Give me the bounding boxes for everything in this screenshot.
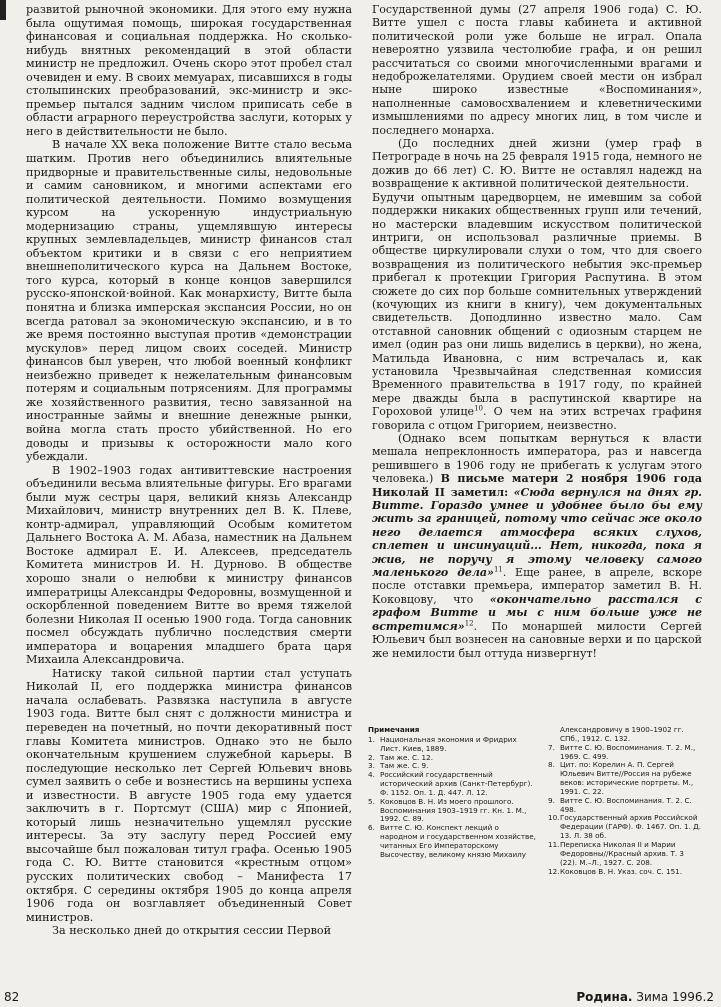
paragraph-text: Будучи опытным царедворцем, не имевшим за собой поддержки никаких общественных групп или течений, но мастерски владевшим искусством политической интриги, он использовал различные приемы. В обществе циркулировали слухи о том, что для своего возвращения из политического небытия экс-премьер прибегал к протекции Григория Распутина. В этом сюжете до сих пор больше сомнительных утверждений (кочующих из книги в книгу), чем документальных свидетельств. Доподлинно известно мало. Сам отставной сановник общений с одиозным старцем не имел (один раз они лишь виделись в церкви), но жена, Матильда Ивановна, с ним встречалась и, как установила Чрезвычайная следственная комиссия Временного правительства в 1917 году, по крайней мере дважды была в распутинской квартире на Гороховой улице: [372, 190, 702, 419]
paragraph: Натиску такой сильной партии стал уступать Николай II, его поддержка министра финансов начала ослабевать. Развязка наступила в августе 1903 года. Витте был снят с должности министра и переведен на почетный, но почти декоративный пост главы Комитета министров. Однако это не было окончательным крушением служебной карьеры. В последующие несколько лет Сергей Юльевич вновь сумел заявить о себе и вознестись на вершины успеха и известности. В августе 1905 года ему удается заключить в г. Портсмут (США) мир с Японией, который лишь незначительно ущемлял русские интересы. За эту заслугу перед Россией ему высочайше был пожалован титул графа. Осенью 1905 года С. Ю. Витте становится «крестным отцом» русских политических свобод – Манифеста 17 октября. С середины октября 1905 до конца апреля 1906 года он возглавляет объединенный Совет министров.: [26, 666, 352, 924]
endnotes-column-b: [548, 726, 702, 876]
paragraph-text: (Однако всем попыткам вернуться к власти мешала непреклонность императора, раз и навсегда решившего в 1906 году не прибегать к услугам этого человека.): [372, 432, 702, 486]
issue-label: Зима 1996.2: [632, 990, 714, 1004]
endnote-text: Коковцов В. Н. Указ. соч. С. 151.: [560, 866, 683, 876]
endnote-number: 3.: [368, 761, 375, 771]
journal-issue: [576, 990, 714, 1004]
bold-text: В письме матери 2 ноября 1906 года Николай II заметил:: [372, 472, 702, 499]
endnote: [368, 798, 538, 825]
footnote-ref: 12: [464, 619, 474, 628]
endnote: [548, 814, 702, 841]
endnote: [548, 744, 702, 762]
endnote-text: Александровичу в 1900–1902 гг. СПб., 1912. С. 132.: [560, 725, 684, 743]
footnote-ref: 10: [474, 404, 483, 413]
paragraph-text: . По монаршей милости Сергей Юльевич был вознесен на сановные верхи и по царской же немилости был оттуда низвергнут!: [372, 619, 702, 660]
endnote-text: Витте С. Ю. Воспоминания. Т. 2. М., 1969. С. 499.: [560, 742, 696, 761]
journal-name: Родина.: [576, 990, 633, 1004]
endnote-text: Цит. по: Корелин А. П. Сергей Юльевич Витте//Россия на рубеже веков: исторические портреты. М., 1991. С. 22.: [560, 760, 694, 796]
paragraph-text: . Еще ранее, в апреле, вскоре после отставки премьера, император заметил В. Н. Коковцову, что: [372, 566, 702, 606]
paragraph: В 1902–1903 годах антивиттевские настроения объединили весьма влиятельные фигуры. Его врагами были муж сестры царя, великий князь Александр Михайлович, министр внутренних дел В. К. Плеве, контр-адмирал, управляющий Особым комитетом Дальнего Востока А. М. Абаза, наместник на Дальнем Востоке адмирал Е. И. Алексеев, председатель Комитета министров И. Н. Дурново. В обществе хорошо знали о нелюбви к министру финансов императрицы Александры Федоровны, возмущенной и оскорбленной поведением Витте во время тяжелой болезни Николая II осенью 1900 года. Тогда сановник посмел обсуждать публично последствия смерти императора и воцарения младшего брата царя Михаила Александровича.: [26, 463, 352, 667]
paragraph: [372, 432, 702, 660]
endnote-text: Национальная экономия и Фридрих Лист. Киев, 1889.: [380, 734, 517, 753]
endnote-number: [548, 726, 560, 744]
endnote-number: 9.: [548, 795, 555, 805]
endnote: [368, 771, 538, 798]
endnote-number: 2.: [368, 752, 375, 762]
endnote: [548, 841, 702, 868]
page-footer: [0, 990, 721, 1007]
endnote-text: Коковцов В. Н. Из моего прошлого. Воспоминания 1903–1919 гг. Кн. 1. М., 1992. С. 89.: [380, 796, 527, 824]
endnote-number: 1.: [368, 734, 375, 744]
endnote-number: 5.: [368, 796, 375, 806]
left-text-column: [26, 3, 352, 938]
paragraph-text: . О чем на этих встречах графиня говорила с отцом Григорием, неизвестно.: [372, 405, 703, 432]
endnote-text: Государственный архив Российской Федерации (ГАРФ). Ф. 1467. Оп. 1. Д. 13. Л. 38 об.: [560, 813, 702, 841]
right-text-column: [372, 3, 702, 660]
paragraph: (До последних дней жизни (умер граф в Петрограде в ночь на 25 февраля 1915 года, немного не дожив до 66 лет) С. Ю. Витте не оставлял надежд на возвращение к активной политической деятельности.: [372, 137, 702, 191]
endnote-text: Переписка Николая II и Марии Федоровны//Красный архив. Т. 3 (22). М.–Л., 1927. С. 208.: [560, 839, 684, 867]
endnote-number: 7.: [548, 742, 555, 752]
endnote-text: Там же. С. 9.: [380, 761, 429, 771]
paragraph: В начале XX века положение Витте стало весьма шатким. Против него объединились влиятельные придворные и правительственные силы, недовольные и самим сановником, и многими аспектами его политической деятельности. Помимо возмущения курсом на ускоренную индустриальную модернизацию страны, ущемлявшую интересы крупных землевладельцев, министр финансов стал объектом критики и в связи с его неприятием внешнеполитического курса на Дальнем Востоке, того курса, который в конце концов завершился русско-японской·войной. Как монархисту, Витте была понятна и близка имперская экспансия России, но он всегда ратовал за экономическую экспансию, и в то же время постоянно выступая против «демонстрации мускулов» перед лицом своих соседей. Министр финансов был уверен, что любой военный конфликт неизбежно приведет к нежелательным финансовым потерям и социальным потрясениям. Для программы же хозяйственного развития, тесно завязанной на иностранные займы и внешние денежные рынки, война могла стать просто убийственной. Но его доводы и призывы к осторожности мало кого убеждали.: [26, 138, 352, 464]
page-number: 82: [4, 990, 20, 1004]
paragraph: [372, 191, 702, 432]
endnote: [548, 726, 702, 744]
endnote: [548, 868, 702, 877]
quote-text: «Сюда вернулся на днях гр. Витте. Гораздо умнее и удобнее было бы ему жить за границей, потому что сейчас же около него делается атмосфера всяких слухов, сплетен и инсинуаций... Нет, никогда, пока я жив, не поручу я этому человеку самого маленького дела»: [372, 485, 702, 580]
paragraph: За несколько дней до открытия сессии Первой: [52, 924, 332, 938]
endnote-text: Там же. С. 12.: [380, 752, 433, 762]
endnote-number: 4.: [368, 770, 375, 780]
endnote-number: 8.: [548, 760, 555, 770]
endnotes-column-a: [368, 726, 538, 860]
endnote-number: 12.: [548, 866, 560, 876]
scan-edge-mark: [0, 0, 6, 20]
endnote-text: Российский государственный исторический архив (Санкт-Петербург). Ф. 1152. Оп. 1. Д. 447. Л. 12.: [380, 770, 533, 797]
paragraph: Государственной думы (27 апреля 1906 года) С. Ю. Витте ушел с поста главы кабинета и активной политической роли уже больше не играл. Опала невероятно уязвила честолюбие графа, и он решил рассчитаться со своими многочисленными врагами и недоброжелателями. Орудием своей мести он избрал ныне широко известные «Воспоминания», наполненные самовосхвалением и клеветническими измышлениями по адресу многих лиц, в том числе и последнего монарха.: [372, 3, 702, 137]
quote-text: «окончательно расстался с графом Витте и мы с ним больше уже не встретимся»: [372, 592, 702, 633]
endnote: [548, 761, 702, 796]
endnote-number: 10.: [548, 813, 560, 823]
endnote: [548, 797, 702, 815]
endnote-text: Витте С. Ю. Конспект лекций о народном и государственном хозяйстве, читанных Его Императорскому Высочеству, великому князю Михаилу: [380, 823, 536, 859]
endnote-number: 11.: [548, 839, 560, 849]
endnote: [368, 736, 538, 754]
paragraph: развитой рыночной экономики. Для этого ему нужна была ощутимая помощь, широкая государственная финансовая и социальная поддержка. Но сколько-нибудь внятных рекомендаций в этой области министр не предложил. Очень скоро этот пробел стал очевиден и ему. В своих мемуарах, писавшихся в годы столыпинских преобразований, экс-министр и экс-премьер пытался задним числом приписать себе в области аграрного переустройства заслуги, которых у него в действительности не было.: [26, 3, 352, 138]
footnote-ref: 11: [493, 565, 503, 574]
endnote: [368, 824, 538, 859]
endnote-number: 6.: [368, 823, 375, 833]
endnote-text: Витте С. Ю. Воспоминания. Т. 2. С. 498.: [560, 795, 692, 814]
endnotes-title: Примечания: [368, 725, 420, 734]
